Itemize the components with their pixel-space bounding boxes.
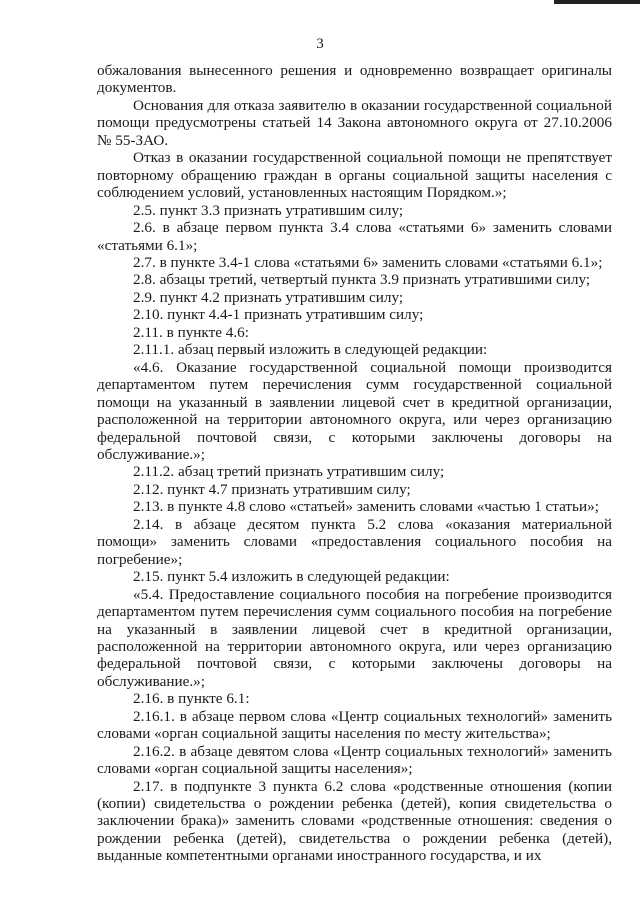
paragraph: 2.5. пункт 3.3 признать утратившим силу; (133, 201, 404, 219)
paragraph: 2.6. в абзаце первом пункта 3.4 слова «статьями 6» заменить словами «статьями 6.1»; (97, 219, 612, 254)
paragraph: 2.11.1. абзац первый изложить в следующей редакции: (133, 341, 488, 359)
paragraph: 2.14. в абзаце десятом пункта 5.2 слова «оказания материальной помощи» заменить словами «предоставления социального пособия на погребение»; (97, 515, 612, 568)
paragraph: 2.8. абзацы третий, четвертый пункта 3.9 признать утратившими силу; (133, 271, 591, 289)
paragraph: «4.6. Оказание государственной социальной помощи производится департаментом путем перечисления сумм государственной социальной помощи на указанный в заявлении лицевой счет в кредитной организации, расположенной на территории автономного округа, или через организацию федеральной почтовой связи, с которыми заключены договоры на обслуживание.»; (97, 358, 612, 463)
paragraph: 2.9. пункт 4.2 признать утратившим силу; (133, 288, 404, 306)
scan-edge-mark (554, 0, 640, 4)
paragraph: 2.16. в пункте 6.1: (133, 690, 250, 708)
paragraph: 2.12. пункт 4.7 признать утратившим силу; (133, 480, 411, 498)
paragraph: Основания для отказа заявителю в оказании государственной социальной помощи предусмотрены статьей 14 Закона автономного округа от 27.10.2006 № 55-ЗАО. (97, 96, 612, 149)
paragraph: 2.17. в подпункте 3 пункта 6.2 слова «родственные отношения (копии (копии) свидетельства о рождении ребенка (детей), копия свидетельства о заключении брака)» заменить словами «родственные отношения: сведения о рождении ребенка (детей), свидетельства о рождении ребенка (детей), выданные компетентными органами иностранного государства, и их (97, 777, 612, 865)
paragraph: 2.16.1. в абзаце первом слова «Центр социальных технологий» заменить словами «орган социальной защиты населения по месту жительства»; (97, 707, 612, 743)
paragraph-continuation: обжалования вынесенного решения и одновременно возвращает оригиналы документов. (97, 62, 612, 97)
paragraph: Отказ в оказании государственной социальной помощи не препятствует повторному обращению граждан в органы социальной защиты населения с соблюдением условий, установленных настоящим Порядком.»; (97, 149, 612, 202)
paragraph: 2.13. в пункте 4.8 слово «статьей» заменить словами «частью 1 статьи»; (133, 498, 599, 516)
paragraph: 2.11.2. абзац третий признать утратившим силу; (133, 463, 445, 481)
paragraph: 2.11. в пункте 4.6: (133, 323, 249, 341)
document-body (97, 62, 612, 865)
paragraph: «5.4. Предоставление социального пособия на погребение производится департаментом путем перечисления сумм социального пособия на погребение на указанный в заявлении лицевой счет в кредитной организации, расположенной на территории автономного округа, или через организацию федеральной почтовой связи, с которыми заключены договоры на обслуживание.»; (97, 585, 612, 690)
paragraph: 2.16.2. в абзаце девятом слова «Центр социальных технологий» заменить словами «орган социальной защиты населения»; (97, 742, 612, 778)
paragraph: 2.15. пункт 5.4 изложить в следующей редакции: (133, 568, 450, 586)
page-number: 3 (316, 36, 324, 52)
paragraph: 2.7. в пункте 3.4-1 слова «статьями 6» заменить словами «статьями 6.1»; (133, 253, 603, 271)
paragraph: 2.10. пункт 4.4-1 признать утратившим силу; (133, 306, 424, 324)
